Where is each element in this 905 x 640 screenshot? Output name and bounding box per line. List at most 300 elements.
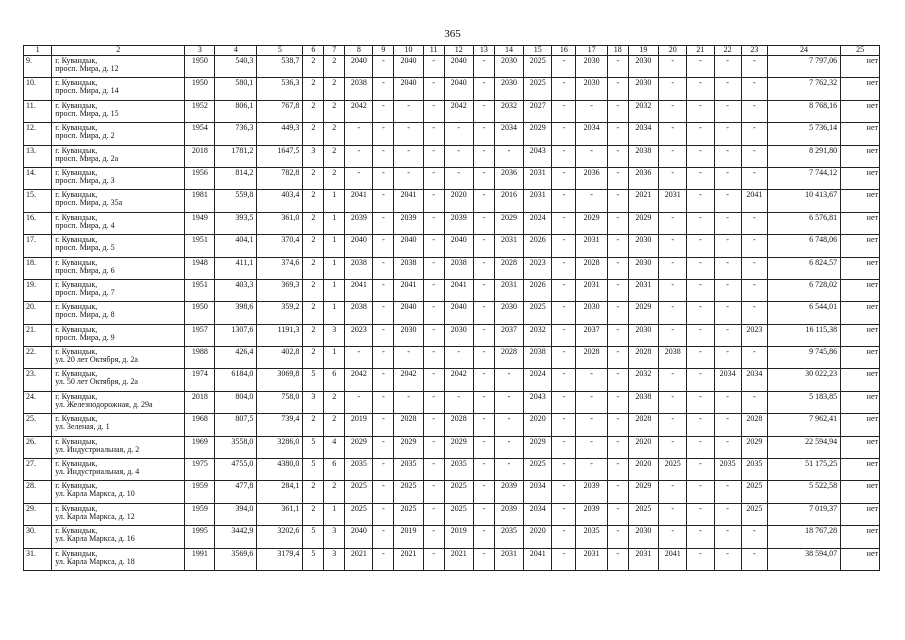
row-number: 17. [24, 235, 52, 257]
work-year-col-10: 2041 [394, 190, 423, 212]
work-year-col-23: - [741, 56, 767, 78]
work-year-col-21: - [687, 526, 714, 548]
floors: 2 [303, 56, 324, 78]
year-built: 1956 [185, 167, 215, 189]
living-area: 449,3 [257, 123, 303, 145]
work-year-col-21: - [687, 235, 714, 257]
work-year-col-20: - [659, 436, 687, 458]
entrances: 2 [324, 145, 345, 167]
work-year-col-20: - [659, 212, 687, 234]
work-year-col-13: - [473, 257, 494, 279]
work-year-col-13: - [473, 391, 494, 413]
work-year-col-21: - [687, 391, 714, 413]
row-number: 28. [24, 481, 52, 503]
work-year-col-22: 2035 [714, 459, 741, 481]
work-year-col-9: - [373, 369, 394, 391]
column-number-21: 21 [687, 46, 714, 56]
work-year-col-22: - [714, 190, 741, 212]
floors: 5 [303, 526, 324, 548]
table-row [24, 503, 880, 525]
address-city: г. Кувандык, [55, 78, 98, 88]
work-year-col-10: 2041 [394, 279, 423, 301]
work-year-col-21: - [687, 145, 714, 167]
work-year-col-14: 2031 [494, 235, 523, 257]
work-year-col-8: 2040 [345, 56, 373, 78]
work-year-col-22: - [714, 145, 741, 167]
work-year-col-22: - [714, 526, 741, 548]
work-year-col-15: 2029 [524, 123, 552, 145]
column-number-24: 24 [767, 46, 840, 56]
work-year-col-14: 2039 [494, 481, 523, 503]
address-street: просп. Мира, д. 15 [55, 108, 119, 118]
work-year-col-21: - [687, 190, 714, 212]
work-year-col-18: - [607, 369, 628, 391]
address-cell [52, 302, 185, 324]
work-year-col-11: - [423, 257, 444, 279]
work-year-col-15: 2029 [524, 436, 552, 458]
work-year-col-19: 2030 [628, 526, 658, 548]
address-street: ул. Индустриальная, д. 4 [55, 467, 140, 477]
work-year-col-16: - [552, 167, 576, 189]
work-year-col-13: - [473, 548, 494, 570]
row-number: 9. [24, 56, 52, 78]
column-number-23: 23 [741, 46, 767, 56]
work-year-col-23: - [741, 78, 767, 100]
work-year-col-8: 2041 [345, 279, 373, 301]
year-built: 1975 [185, 459, 215, 481]
work-year-col-19: 2032 [628, 369, 658, 391]
work-year-col-13: - [473, 436, 494, 458]
work-year-col-20: 2025 [659, 459, 687, 481]
address-street: ул. Карла Маркса, д. 16 [55, 534, 135, 544]
work-year-col-22: - [714, 56, 741, 78]
column-number-18: 18 [607, 46, 628, 56]
work-year-col-23: 2025 [741, 481, 767, 503]
work-year-col-18: - [607, 548, 628, 570]
work-year-col-21: - [687, 302, 714, 324]
row-number: 29. [24, 503, 52, 525]
work-year-col-12: 2040 [444, 235, 473, 257]
flag-cell: нет [841, 526, 880, 548]
work-year-col-12: - [444, 347, 473, 369]
work-year-col-15: 2043 [524, 391, 552, 413]
work-year-col-21: - [687, 347, 714, 369]
entrances: 3 [324, 324, 345, 346]
entrances: 2 [324, 481, 345, 503]
living-area: 359,2 [257, 302, 303, 324]
work-year-col-12: 2038 [444, 257, 473, 279]
table-row [24, 459, 880, 481]
entrances: 4 [324, 436, 345, 458]
work-year-col-21: - [687, 503, 714, 525]
work-year-col-13: - [473, 145, 494, 167]
work-year-col-15: 2031 [524, 190, 552, 212]
work-year-col-11: - [423, 436, 444, 458]
work-year-col-15: 2024 [524, 369, 552, 391]
work-year-col-20: - [659, 100, 687, 122]
year-built: 1968 [185, 414, 215, 436]
work-year-col-12: 2029 [444, 436, 473, 458]
work-year-col-11: - [423, 324, 444, 346]
address-street: просп. Мира, д. 9 [55, 332, 115, 342]
total-area: 477,8 [215, 481, 257, 503]
work-year-col-9: - [373, 56, 394, 78]
work-year-col-16: - [552, 123, 576, 145]
work-year-col-18: - [607, 123, 628, 145]
living-area: 758,0 [257, 391, 303, 413]
entrances: 2 [324, 123, 345, 145]
work-year-col-9: - [373, 414, 394, 436]
work-year-col-9: - [373, 302, 394, 324]
cost-cell: 7 797,06 [767, 56, 840, 78]
work-year-col-17: - [576, 391, 607, 413]
work-year-col-14: 2032 [494, 100, 523, 122]
address-city: г. Кувандык, [55, 414, 98, 424]
cost-cell: 16 115,38 [767, 324, 840, 346]
cost-cell: 10 413,67 [767, 190, 840, 212]
work-year-col-18: - [607, 212, 628, 234]
address-city: г. Кувандык, [55, 123, 98, 133]
work-year-col-19: 2030 [628, 324, 658, 346]
work-year-col-8: - [345, 391, 373, 413]
address-street: ул. Индустриальная, д. 2 [55, 444, 140, 454]
work-year-col-12: 2039 [444, 212, 473, 234]
work-year-col-14: 2030 [494, 56, 523, 78]
work-year-col-20: - [659, 302, 687, 324]
work-year-col-22: - [714, 302, 741, 324]
work-year-col-20: - [659, 369, 687, 391]
work-year-col-10: 2029 [394, 436, 423, 458]
work-year-col-14: 2037 [494, 324, 523, 346]
work-year-col-10: 2040 [394, 56, 423, 78]
work-year-col-12: 2040 [444, 78, 473, 100]
work-year-col-12: 2025 [444, 503, 473, 525]
work-year-col-14: - [494, 414, 523, 436]
work-year-col-21: - [687, 414, 714, 436]
entrances: 1 [324, 279, 345, 301]
table-row [24, 436, 880, 458]
address-street: просп. Мира, д. 8 [55, 310, 115, 320]
work-year-col-20: - [659, 167, 687, 189]
work-year-col-9: - [373, 503, 394, 525]
work-year-col-11: - [423, 302, 444, 324]
address-city: г. Кувандык, [55, 279, 98, 289]
work-year-col-23: 2035 [741, 459, 767, 481]
cost-cell: 8 768,16 [767, 100, 840, 122]
table-row [24, 414, 880, 436]
cost-cell: 5 736,14 [767, 123, 840, 145]
address-cell [52, 56, 185, 78]
work-year-col-22: - [714, 235, 741, 257]
work-year-col-21: - [687, 481, 714, 503]
total-area: 804,0 [215, 391, 257, 413]
year-built: 1981 [185, 190, 215, 212]
flag-cell: нет [841, 391, 880, 413]
work-year-col-18: - [607, 235, 628, 257]
work-year-col-21: - [687, 167, 714, 189]
row-number: 16. [24, 212, 52, 234]
work-year-col-11: - [423, 235, 444, 257]
floors: 2 [303, 100, 324, 122]
address-city: г. Кувандык, [55, 369, 98, 379]
living-area: 4380,0 [257, 459, 303, 481]
work-year-col-23: - [741, 212, 767, 234]
work-year-col-16: - [552, 347, 576, 369]
table-row [24, 279, 880, 301]
work-year-col-14: - [494, 145, 523, 167]
address-street: ул. Карла Маркса, д. 10 [55, 489, 135, 499]
address-street: просп. Мира, д. 2а [55, 153, 119, 163]
work-year-col-15: 2025 [524, 56, 552, 78]
address-cell [52, 167, 185, 189]
work-year-col-20: - [659, 78, 687, 100]
work-year-col-18: - [607, 414, 628, 436]
flag-cell: нет [841, 190, 880, 212]
floors: 2 [303, 257, 324, 279]
work-year-col-13: - [473, 78, 494, 100]
work-year-col-8: - [345, 145, 373, 167]
table-row [24, 190, 880, 212]
work-year-col-19: 2020 [628, 459, 658, 481]
work-year-col-20: - [659, 279, 687, 301]
work-year-col-14: - [494, 391, 523, 413]
address-street: просп. Мира, д. 6 [55, 265, 115, 275]
total-area: 3558,0 [215, 436, 257, 458]
work-year-col-17: 2028 [576, 347, 607, 369]
work-year-col-21: - [687, 257, 714, 279]
work-year-col-12: 2028 [444, 414, 473, 436]
row-number: 19. [24, 279, 52, 301]
work-year-col-13: - [473, 56, 494, 78]
living-area: 284,1 [257, 481, 303, 503]
work-year-col-12: 2020 [444, 190, 473, 212]
work-year-col-17: 2037 [576, 324, 607, 346]
address-cell [52, 526, 185, 548]
work-year-col-19: 2038 [628, 391, 658, 413]
total-area: 4755,0 [215, 459, 257, 481]
work-year-col-17: 2030 [576, 56, 607, 78]
floors: 2 [303, 123, 324, 145]
work-year-col-20: - [659, 145, 687, 167]
total-area: 814,2 [215, 167, 257, 189]
total-area: 394,0 [215, 503, 257, 525]
work-year-col-15: 2026 [524, 235, 552, 257]
work-year-col-23: - [741, 302, 767, 324]
work-year-col-14: 2028 [494, 347, 523, 369]
work-year-col-8: 2029 [345, 436, 373, 458]
living-area: 402,8 [257, 347, 303, 369]
work-year-col-18: - [607, 459, 628, 481]
work-year-col-20: 2031 [659, 190, 687, 212]
work-year-col-10: - [394, 123, 423, 145]
work-year-col-17: 2034 [576, 123, 607, 145]
work-year-col-23: - [741, 391, 767, 413]
work-year-col-22: - [714, 414, 741, 436]
flag-cell: нет [841, 459, 880, 481]
work-year-col-17: 2039 [576, 481, 607, 503]
work-year-col-16: - [552, 279, 576, 301]
work-year-col-15: 2024 [524, 212, 552, 234]
work-year-col-8: 2035 [345, 459, 373, 481]
living-area: 536,3 [257, 78, 303, 100]
column-number-2: 2 [52, 46, 185, 56]
living-area: 538,7 [257, 56, 303, 78]
work-year-col-18: - [607, 257, 628, 279]
work-year-col-18: - [607, 347, 628, 369]
address-cell [52, 436, 185, 458]
work-year-col-16: - [552, 414, 576, 436]
living-area: 3286,0 [257, 436, 303, 458]
work-year-col-17: 2030 [576, 302, 607, 324]
work-year-col-17: - [576, 100, 607, 122]
floors: 2 [303, 190, 324, 212]
column-number-22: 22 [714, 46, 741, 56]
floors: 2 [303, 503, 324, 525]
address-cell [52, 257, 185, 279]
cost-cell: 6 544,01 [767, 302, 840, 324]
table-body [24, 56, 880, 571]
page-number: 365 [444, 28, 461, 40]
work-year-col-23: - [741, 123, 767, 145]
address-street: просп. Мира, д. 3 [55, 175, 115, 185]
work-year-col-16: - [552, 369, 576, 391]
total-area: 540,3 [215, 56, 257, 78]
work-year-col-15: 2034 [524, 481, 552, 503]
work-year-col-8: 2040 [345, 235, 373, 257]
total-area: 559,8 [215, 190, 257, 212]
work-year-col-17: 2029 [576, 212, 607, 234]
work-year-col-10: 2042 [394, 369, 423, 391]
work-year-col-12: 2021 [444, 548, 473, 570]
entrances: 1 [324, 190, 345, 212]
address-cell [52, 391, 185, 413]
work-year-col-23: 2034 [741, 369, 767, 391]
address-cell [52, 548, 185, 570]
work-year-col-11: - [423, 526, 444, 548]
year-built: 1991 [185, 548, 215, 570]
work-year-col-19: 2031 [628, 279, 658, 301]
address-cell [52, 123, 185, 145]
work-year-col-11: - [423, 145, 444, 167]
year-built: 1949 [185, 212, 215, 234]
work-year-col-22: - [714, 347, 741, 369]
year-built: 1988 [185, 347, 215, 369]
table-row [24, 78, 880, 100]
work-year-col-14: 2028 [494, 257, 523, 279]
address-street: просп. Мира, д. 2 [55, 131, 115, 141]
address-city: г. Кувандык, [55, 235, 98, 245]
housing-registry-table [23, 45, 880, 571]
work-year-col-21: - [687, 324, 714, 346]
work-year-col-19: 2029 [628, 212, 658, 234]
total-area: 806,1 [215, 100, 257, 122]
work-year-col-18: - [607, 324, 628, 346]
work-year-col-13: - [473, 100, 494, 122]
row-number: 13. [24, 145, 52, 167]
work-year-col-11: - [423, 481, 444, 503]
address-street: просп. Мира, д. 5 [55, 243, 115, 253]
work-year-col-18: - [607, 56, 628, 78]
year-built: 1957 [185, 324, 215, 346]
work-year-col-9: - [373, 324, 394, 346]
year-built: 1959 [185, 503, 215, 525]
total-area: 393,5 [215, 212, 257, 234]
work-year-col-13: - [473, 503, 494, 525]
year-built: 1950 [185, 56, 215, 78]
work-year-col-19: 2028 [628, 414, 658, 436]
address-cell [52, 481, 185, 503]
year-built: 1950 [185, 78, 215, 100]
living-area: 403,4 [257, 190, 303, 212]
work-year-col-12: 2025 [444, 481, 473, 503]
work-year-col-20: - [659, 56, 687, 78]
address-cell [52, 100, 185, 122]
address-street: ул. Зеленая, д. 1 [55, 422, 110, 432]
column-number-4: 4 [215, 46, 257, 56]
floors: 2 [303, 414, 324, 436]
cost-cell: 5 183,85 [767, 391, 840, 413]
address-cell [52, 145, 185, 167]
year-built: 1974 [185, 369, 215, 391]
work-year-col-22: 2034 [714, 369, 741, 391]
work-year-col-12: 2040 [444, 56, 473, 78]
address-cell [52, 235, 185, 257]
flag-cell: нет [841, 347, 880, 369]
work-year-col-14: 2035 [494, 526, 523, 548]
address-cell [52, 212, 185, 234]
work-year-col-8: 2023 [345, 324, 373, 346]
work-year-col-13: - [473, 347, 494, 369]
row-number: 18. [24, 257, 52, 279]
work-year-col-9: - [373, 123, 394, 145]
total-area: 580,1 [215, 78, 257, 100]
work-year-col-17: 2036 [576, 167, 607, 189]
address-street: просп. Мира, д. 12 [55, 64, 119, 73]
address-street: ул. 50 лет Октября, д. 2а [55, 377, 138, 387]
work-year-col-21: - [687, 548, 714, 570]
living-area: 370,4 [257, 235, 303, 257]
year-built: 2018 [185, 391, 215, 413]
work-year-col-17: 2028 [576, 257, 607, 279]
work-year-col-19: 2036 [628, 167, 658, 189]
work-year-col-8: 2019 [345, 414, 373, 436]
address-city: г. Кувандык, [55, 503, 98, 513]
work-year-col-23: - [741, 145, 767, 167]
table-row [24, 526, 880, 548]
cost-cell: 6 576,81 [767, 212, 840, 234]
floors: 3 [303, 391, 324, 413]
work-year-col-11: - [423, 78, 444, 100]
work-year-col-22: - [714, 436, 741, 458]
living-area: 369,3 [257, 279, 303, 301]
work-year-col-17: - [576, 190, 607, 212]
work-year-col-14: 2034 [494, 123, 523, 145]
table-row [24, 347, 880, 369]
work-year-col-20: - [659, 481, 687, 503]
year-built: 1948 [185, 257, 215, 279]
floors: 5 [303, 436, 324, 458]
cost-cell: 18 767,28 [767, 526, 840, 548]
column-number-10: 10 [394, 46, 423, 56]
entrances: 2 [324, 414, 345, 436]
cost-cell: 6 728,02 [767, 279, 840, 301]
work-year-col-17: 2035 [576, 526, 607, 548]
work-year-col-22: - [714, 503, 741, 525]
entrances: 2 [324, 100, 345, 122]
work-year-col-18: - [607, 503, 628, 525]
address-street: просп. Мира, д. 4 [55, 220, 115, 230]
flag-cell: нет [841, 481, 880, 503]
